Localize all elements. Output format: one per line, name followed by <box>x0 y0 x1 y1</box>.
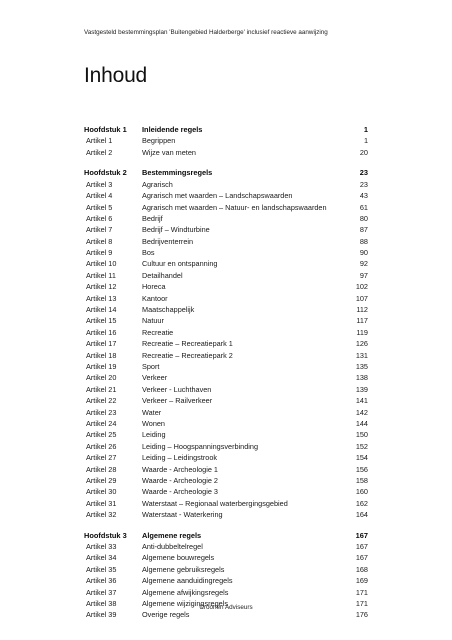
toc-article-title: Overige regels <box>142 610 190 620</box>
running-footer: Croonen Adviseurs <box>199 604 253 611</box>
toc-article-title: Waterstaat - Waterkering <box>142 510 223 520</box>
toc-article-title: Detailhandel <box>142 270 183 280</box>
toc-article-page: 80 <box>359 213 368 223</box>
toc-article-label: Artikel 26 <box>86 441 117 451</box>
toc-article-title: Begrippen <box>142 136 176 146</box>
toc-article-row[interactable] <box>84 145 368 156</box>
toc-article-title: Wijze van meten <box>142 147 196 157</box>
toc-article-row[interactable] <box>84 291 368 302</box>
toc-article-row[interactable] <box>84 246 368 257</box>
toc-article-row[interactable] <box>84 540 368 551</box>
toc-article-label: Artikel 37 <box>86 587 117 597</box>
toc-article-page: 160 <box>355 487 368 497</box>
toc-article-page: 162 <box>355 498 368 508</box>
toc-article-row[interactable] <box>84 585 368 596</box>
toc-article-row[interactable] <box>84 268 368 279</box>
toc-article-title: Water <box>142 407 162 417</box>
toc-article-page: 112 <box>356 305 368 315</box>
toc-article-page: 92 <box>359 259 368 269</box>
toc-article-label: Artikel 25 <box>86 430 117 440</box>
toc-chapter-title: Inleidende regels <box>142 125 203 135</box>
toc-article-row[interactable] <box>84 360 368 371</box>
toc-article-label: Artikel 38 <box>86 598 117 608</box>
toc-article-page: 138 <box>355 373 368 383</box>
toc-article-label: Artikel 10 <box>86 259 117 269</box>
toc-article-title: Cultuur en ontspanning <box>142 259 218 269</box>
toc-article-row[interactable] <box>84 562 368 573</box>
toc-chapter-row[interactable] <box>84 165 368 177</box>
toc-article-label: Artikel 3 <box>86 179 113 189</box>
toc-article-page: 171 <box>355 598 368 608</box>
toc-article-row[interactable] <box>84 280 368 291</box>
toc-article-row[interactable] <box>84 439 368 450</box>
toc-article-row[interactable] <box>84 337 368 348</box>
toc-article-label: Artikel 29 <box>86 475 117 485</box>
toc-article-title: Recreatie – Recreatiepark 1 <box>142 339 233 349</box>
toc-article-title: Waarde - Archeologie 2 <box>142 475 218 485</box>
toc-article-label: Artikel 11 <box>86 270 116 280</box>
toc-article-page: 150 <box>355 430 368 440</box>
toc-article-row[interactable] <box>84 134 368 145</box>
toc-article-row[interactable] <box>84 212 368 223</box>
toc-chapter-label: Hoofdstuk 3 <box>84 530 127 540</box>
toc-article-title: Agrarisch <box>142 179 173 189</box>
toc-article-row[interactable] <box>84 405 368 416</box>
toc-article-label: Artikel 28 <box>86 464 117 474</box>
toc-article-label: Artikel 24 <box>86 418 117 428</box>
toc-article-label: Artikel 9 <box>86 248 113 258</box>
toc-article-page: 97 <box>359 270 368 280</box>
toc-article-page: 176 <box>355 610 368 620</box>
toc-article-label: Artikel 36 <box>86 576 117 586</box>
page-title: Inhoud <box>84 64 148 87</box>
toc-article-title: Leiding – Leidingstrook <box>142 453 218 463</box>
toc-article-page: 90 <box>359 248 368 258</box>
toc-article-page: 117 <box>356 316 368 326</box>
toc-article-row[interactable] <box>84 462 368 473</box>
toc-article-label: Artikel 35 <box>86 564 117 574</box>
toc-article-page: 144 <box>355 418 368 428</box>
toc-article-page: 131 <box>355 350 368 360</box>
toc-article-label: Artikel 5 <box>86 202 113 212</box>
running-header: Vastgesteld bestemmingsplan 'Buitengebied Halderberge' inclusief reactieve aanwijzing <box>84 29 328 36</box>
toc-article-title: Algemene wijzigingsregels <box>142 598 228 608</box>
toc-article-page: 164 <box>355 510 368 520</box>
toc-article-label: Artikel 17 <box>86 339 117 349</box>
toc-article-page: 61 <box>359 202 368 212</box>
toc-article-label: Artikel 14 <box>86 305 117 315</box>
toc-article-label: Artikel 31 <box>86 498 117 508</box>
toc-article-title: Algemene gebruiksregels <box>142 564 225 574</box>
toc-article-page: 167 <box>355 541 368 551</box>
toc-article-label: Artikel 39 <box>86 610 117 620</box>
toc-article-row[interactable] <box>84 371 368 382</box>
toc-article-label: Artikel 32 <box>86 510 117 520</box>
toc-article-page: 167 <box>355 553 368 563</box>
toc-article-page: 169 <box>355 576 368 586</box>
toc-chapter-page: 167 <box>355 530 368 540</box>
toc-article-title: Maatschappelijk <box>142 305 195 315</box>
toc-article-page: 154 <box>355 453 368 463</box>
toc-article-title: Bedrijf <box>142 213 163 223</box>
toc-article-title: Leiding – Hoogspanningsverbinding <box>142 441 259 451</box>
toc-article-label: Artikel 30 <box>86 487 117 497</box>
toc-chapter-label: Hoofdstuk 2 <box>84 168 127 178</box>
toc-article-row[interactable] <box>84 451 368 462</box>
toc-article-title: Bedrijf – Windturbine <box>142 225 210 235</box>
toc-article-page: 88 <box>359 236 368 246</box>
toc-article-title: Bos <box>142 248 155 258</box>
toc-article-page: 168 <box>355 564 368 574</box>
toc-article-row[interactable] <box>84 485 368 496</box>
toc-article-title: Waarde - Archeologie 1 <box>142 464 218 474</box>
toc-article-row[interactable] <box>84 257 368 268</box>
toc-article-page: 87 <box>359 225 368 235</box>
toc-article-page: 152 <box>355 441 368 451</box>
toc-article-title: Verkeer - Luchthaven <box>142 384 212 394</box>
toc-article-page: 20 <box>359 147 368 157</box>
toc-article-title: Leiding <box>142 430 166 440</box>
toc-article-title: Recreatie – Recreatiepark 2 <box>142 350 233 360</box>
toc-article-label: Artikel 19 <box>86 362 117 371</box>
toc-article-title: Kantoor <box>142 293 168 303</box>
toc-article-label: Artikel 4 <box>86 191 113 201</box>
toc-article-title: Waterstaat – Regionaal waterbergingsgebied <box>142 498 288 508</box>
toc-article-title: Algemene afwijkingsregels <box>142 587 229 597</box>
toc-article-row[interactable] <box>84 428 368 439</box>
toc-article-title: Horeca <box>142 282 166 292</box>
toc-article-label: Artikel 34 <box>86 553 117 563</box>
toc-article-label: Artikel 16 <box>86 327 117 337</box>
toc-chapter-page: 1 <box>363 125 368 135</box>
toc-article-page: 102 <box>355 282 368 292</box>
toc-chapter-title: Algemene regels <box>142 530 202 540</box>
toc-article-title: Algemene aanduidingregels <box>142 576 233 586</box>
toc-article-row[interactable] <box>84 234 368 245</box>
toc-article-row[interactable] <box>84 551 368 562</box>
toc-article-page: 1 <box>363 136 368 146</box>
toc-article-label: Artikel 23 <box>86 407 117 417</box>
toc-article-label: Artikel 1 <box>86 136 113 146</box>
toc-article-title: Algemene bouwregels <box>142 553 215 563</box>
toc-article-page: 142 <box>355 407 368 417</box>
toc-chapter-label: Hoofdstuk 1 <box>84 125 127 135</box>
toc-article-row[interactable] <box>84 223 368 234</box>
toc-article-page: 23 <box>359 179 368 189</box>
toc-chapter-title: Bestemmingsregels <box>142 168 213 178</box>
toc-article-label: Artikel 8 <box>86 236 113 246</box>
toc-article-title: Bedrijventerrein <box>142 236 194 246</box>
toc-article-row[interactable] <box>84 303 368 314</box>
toc-article-row[interactable] <box>84 417 368 428</box>
toc-article-title: Anti-dubbeltelregel <box>142 541 203 551</box>
toc-article-title: Sport <box>142 362 160 371</box>
toc-article-label: Artikel 6 <box>86 213 113 223</box>
toc-article-title: Recreatie <box>142 327 174 337</box>
toc-article-page: 156 <box>355 464 368 474</box>
toc-article-label: Artikel 7 <box>86 225 113 235</box>
toc-article-page: 139 <box>355 384 368 394</box>
toc-article-title: Agrarisch met waarden – Landschapswaarden <box>142 191 293 201</box>
toc-article-page: 171 <box>355 587 368 597</box>
toc-article-label: Artikel 21 <box>86 384 117 394</box>
toc-article-row[interactable] <box>84 474 368 485</box>
toc-article-row[interactable] <box>84 382 368 393</box>
toc-article-label: Artikel 33 <box>86 541 117 551</box>
toc-article-label: Artikel 20 <box>86 373 117 383</box>
toc-article-title: Waarde - Archeologie 3 <box>142 487 218 497</box>
toc-article-page: 141 <box>355 396 368 406</box>
toc-article-label: Artikel 15 <box>86 316 117 326</box>
toc-article-label: Artikel 13 <box>86 293 117 303</box>
toc-article-page: 135 <box>355 362 368 371</box>
toc-article-row[interactable] <box>84 496 368 507</box>
toc-article-label: Artikel 18 <box>86 350 117 360</box>
toc-article-page: 107 <box>355 293 368 303</box>
toc-article-row[interactable] <box>84 508 368 519</box>
toc-article-page: 43 <box>359 191 368 201</box>
toc-chapter-row[interactable] <box>84 527 368 539</box>
toc-article-label: Artikel 2 <box>86 147 113 157</box>
toc-article-row[interactable] <box>84 574 368 585</box>
toc-article-label: Artikel 27 <box>86 453 117 463</box>
toc-article-row[interactable] <box>84 394 368 405</box>
toc-article-row[interactable] <box>84 314 368 325</box>
toc-article-title: Verkeer <box>142 373 168 383</box>
toc-article-label: Artikel 22 <box>86 396 117 406</box>
toc-article-page: 126 <box>355 339 368 349</box>
toc-article-row[interactable] <box>84 348 368 359</box>
toc-article-title: Natuur <box>142 316 164 326</box>
toc-article-row[interactable] <box>84 325 368 336</box>
toc-article-page: 158 <box>355 475 368 485</box>
toc-article-title: Verkeer – Railverkeer <box>142 396 213 406</box>
toc-article-page: 119 <box>356 327 368 337</box>
toc-chapter-row[interactable] <box>84 122 368 134</box>
toc-article-title: Wonen <box>142 418 165 428</box>
table-of-contents <box>84 122 368 619</box>
toc-article-row[interactable] <box>84 200 368 211</box>
toc-article-row[interactable] <box>84 189 368 200</box>
toc-article-row[interactable] <box>84 177 368 188</box>
toc-chapter-page: 23 <box>359 168 368 178</box>
toc-article-title: Agrarisch met waarden – Natuur- en landschapswaarden <box>142 202 327 212</box>
toc-article-label: Artikel 12 <box>86 282 117 292</box>
